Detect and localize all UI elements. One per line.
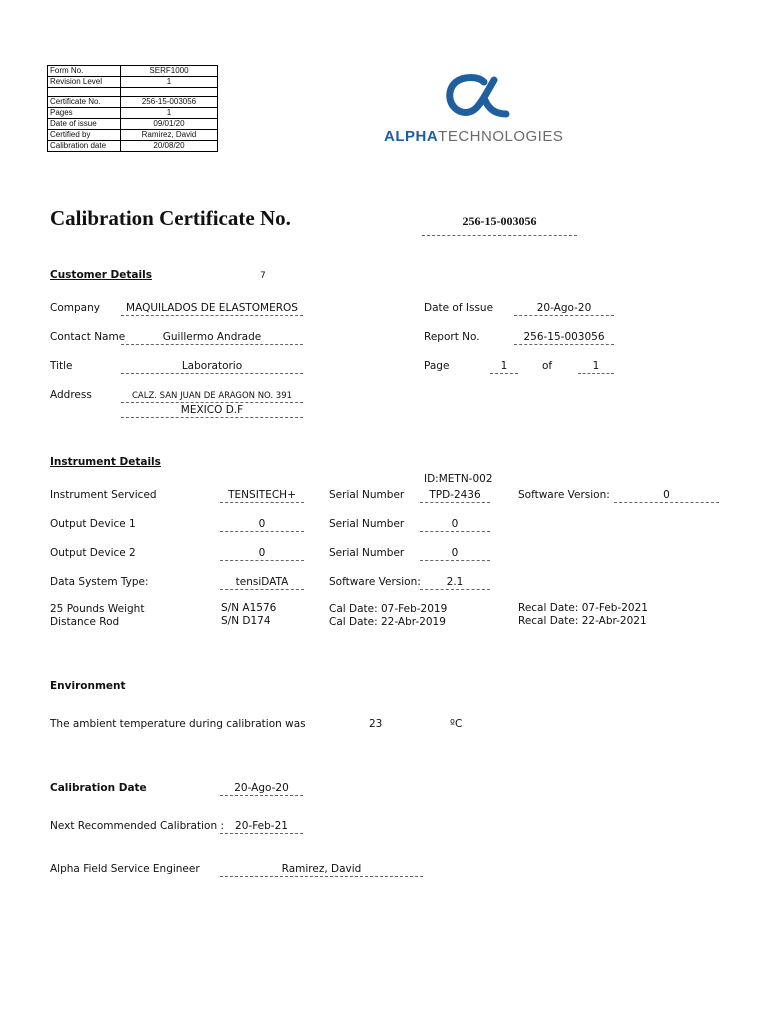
output-device-2-serial: 0	[420, 547, 490, 561]
table-row	[48, 141, 218, 152]
form-value: 1	[121, 77, 218, 88]
table-row	[48, 77, 218, 88]
form-value	[121, 88, 218, 97]
form-value: 1	[121, 108, 218, 119]
form-key: Certificate No.	[48, 97, 121, 108]
company-logo	[384, 128, 563, 145]
page-label: Page	[424, 360, 450, 372]
engineer-field: Ramirez, David	[220, 863, 423, 877]
output-device-2-label: Output Device 2	[50, 547, 136, 559]
rod-label: Distance Rod	[50, 616, 120, 628]
output-device-1-serial: 0	[420, 518, 490, 532]
page-total-field: 1	[578, 360, 614, 374]
title-label: Title	[50, 360, 73, 372]
form-info-table	[47, 65, 218, 152]
form-key: Certified by	[48, 130, 121, 141]
of-label: of	[542, 360, 553, 372]
software-version-label: Software Version:	[518, 489, 610, 501]
form-key: Calibration date	[48, 141, 121, 152]
table-row	[48, 130, 218, 141]
temperature-value: 23	[369, 718, 383, 730]
contact-field: Guillermo Andrade	[121, 331, 303, 345]
data-system-type-label: Data System Type:	[50, 576, 149, 588]
instrument-id-note: ID:METN-002	[424, 473, 493, 485]
date-issue-field: 20-Ago-20	[514, 302, 614, 316]
table-row	[48, 108, 218, 119]
output-device-2-field: 0	[220, 547, 304, 561]
company-field: MAQUILADOS DE ELASTOMEROS	[121, 302, 303, 316]
form-value: 09/01/20	[121, 119, 218, 130]
logo-brand-light: TECHNOLOGIES	[438, 128, 564, 145]
contact-label: Contact Name	[50, 331, 126, 343]
serial-number-label: Serial Number	[329, 518, 405, 530]
page-field: 1	[490, 360, 518, 374]
environment-text: The ambient temperature during calibration was	[50, 718, 306, 730]
form-key: Form No.	[48, 66, 121, 77]
weight-label: 25 Pounds Weight	[50, 603, 145, 615]
company-label: Company	[50, 302, 100, 314]
address-line2: MEXICO D.F	[121, 404, 303, 418]
logo-brand-bold: ALPHA	[384, 128, 439, 145]
engineer-label: Alpha Field Service Engineer	[50, 863, 200, 875]
date-issue-label: Date of Issue	[424, 302, 494, 314]
form-key: Pages	[48, 108, 121, 119]
serial-number-label: Serial Number	[329, 547, 405, 559]
form-key	[48, 88, 121, 97]
output-device-1-label: Output Device 1	[50, 518, 136, 530]
next-calibration-label: Next Recommended Calibration :	[50, 820, 224, 832]
instrument-serviced-label: Instrument Serviced	[50, 489, 157, 501]
next-calibration-field: 20-Feb-21	[220, 820, 303, 834]
alpha-logo-icon	[440, 72, 510, 122]
report-field: 256-15-003056	[514, 331, 614, 345]
serial-number-label: Serial Number	[329, 489, 405, 501]
output-device-1-field: 0	[220, 518, 304, 532]
customer-marker: 7	[260, 271, 266, 281]
dst-software-version-field: 2.1	[420, 576, 490, 590]
software-version-field: 0	[614, 489, 719, 503]
certificate-number: 256-15-003056	[422, 214, 577, 236]
table-row	[48, 66, 218, 77]
rod-recal-date: Recal Date: 22-Abr-2021	[518, 615, 647, 627]
serial-number-field: TPD-2436	[420, 489, 490, 503]
form-key: Date of issue	[48, 119, 121, 130]
rod-cal-date: Cal Date: 22-Abr-2019	[329, 616, 446, 628]
environment-heading: Environment	[50, 680, 126, 692]
table-row	[48, 88, 218, 97]
page-title: Calibration Certificate No.	[50, 206, 291, 230]
customer-details-heading: Customer Details	[50, 269, 152, 281]
report-label: Report No.	[424, 331, 480, 343]
instrument-details-heading: Instrument Details	[50, 456, 161, 468]
address-line1: CALZ. SAN JUAN DE ARAGON NO. 391	[121, 391, 303, 403]
form-value: 256-15-003056	[121, 97, 218, 108]
form-value: 20/08/20	[121, 141, 218, 152]
table-row	[48, 97, 218, 108]
weight-serial: S/N A1576	[221, 602, 277, 614]
form-value: Ramirez, David	[121, 130, 218, 141]
calibration-date-field: 20-Ago-20	[220, 782, 303, 796]
address-label: Address	[50, 389, 92, 401]
temperature-unit: ºC	[450, 718, 463, 730]
table-row	[48, 119, 218, 130]
form-value: SERF1000	[121, 66, 218, 77]
calibration-date-label: Calibration Date	[50, 782, 147, 794]
instrument-serviced-field: TENSITECH+	[220, 489, 304, 503]
rod-serial: S/N D174	[221, 615, 271, 627]
weight-cal-date: Cal Date: 07-Feb-2019	[329, 603, 448, 615]
weight-recal-date: Recal Date: 07-Feb-2021	[518, 602, 648, 614]
data-system-type-field: tensiDATA	[220, 576, 304, 590]
dst-software-version-label: Software Version:	[329, 576, 421, 588]
title-field: Laboratorio	[121, 360, 303, 374]
form-key: Revision Level	[48, 77, 121, 88]
